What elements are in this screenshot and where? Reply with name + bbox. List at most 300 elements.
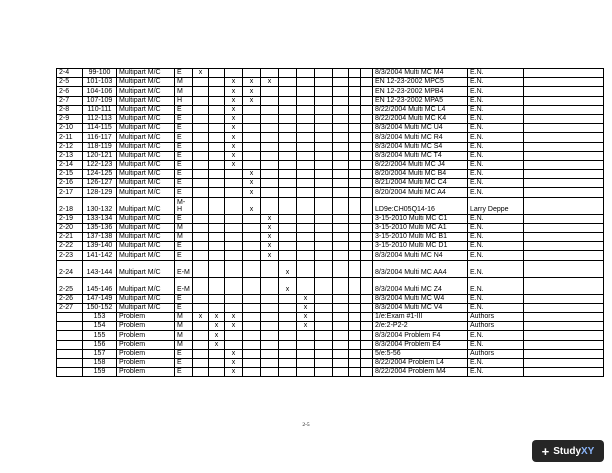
mark-cell xyxy=(279,331,297,340)
mark-cell: x xyxy=(261,251,279,260)
table-row xyxy=(57,223,604,232)
mark-cell: x xyxy=(225,87,243,96)
mark-cell xyxy=(315,303,333,312)
question-type-cell: Multipart M/C xyxy=(117,214,175,223)
mark-cell: x xyxy=(209,331,225,340)
mark-cell xyxy=(315,214,333,223)
source-cell: 3-15-2010 Multi MC B1 xyxy=(373,233,468,242)
mark-cell xyxy=(349,277,361,294)
blank-cell xyxy=(524,142,604,151)
question-type-cell: Problem xyxy=(117,349,175,358)
mark-cell xyxy=(297,260,315,277)
question-type-cell: Multipart M/C xyxy=(117,188,175,197)
mark-cell xyxy=(361,105,373,114)
source-cell: 8/20/2004 Multi MC A4 xyxy=(373,188,468,197)
mark-cell xyxy=(315,87,333,96)
question-type-cell: Multipart M/C xyxy=(117,242,175,251)
blank-cell xyxy=(524,294,604,303)
mark-cell xyxy=(315,151,333,160)
mark-cell xyxy=(279,223,297,232)
mark-cell xyxy=(297,69,315,78)
mark-cell xyxy=(279,251,297,260)
blank-cell xyxy=(524,87,604,96)
mark-cell xyxy=(261,96,279,105)
blank-cell xyxy=(524,358,604,367)
mark-cell xyxy=(261,260,279,277)
difficulty-cell: E xyxy=(175,151,193,160)
blank-cell xyxy=(524,368,604,377)
table-row xyxy=(57,124,604,133)
mark-cell xyxy=(209,223,225,232)
table-row xyxy=(57,358,604,367)
question-type-cell: Problem xyxy=(117,368,175,377)
mark-cell xyxy=(193,368,209,377)
mark-cell xyxy=(297,179,315,188)
mark-cell xyxy=(361,160,373,169)
mark-cell xyxy=(349,368,361,377)
author-cell: E.N. xyxy=(468,233,524,242)
mark-cell xyxy=(225,242,243,251)
question-id-cell xyxy=(57,312,83,321)
mark-cell xyxy=(209,242,225,251)
mark-cell xyxy=(333,151,349,160)
mark-cell xyxy=(225,251,243,260)
mark-cell xyxy=(333,322,349,331)
source-cell: 8/3/2004 Multi MC R4 xyxy=(373,133,468,142)
blank-cell xyxy=(524,133,604,142)
mark-cell xyxy=(209,87,225,96)
mark-cell xyxy=(243,322,261,331)
mark-cell xyxy=(297,358,315,367)
mark-cell: x xyxy=(225,96,243,105)
author-cell: E.N. xyxy=(468,124,524,133)
mark-cell: x xyxy=(261,242,279,251)
mark-cell xyxy=(193,160,209,169)
mark-cell xyxy=(279,114,297,123)
difficulty-cell: E-M xyxy=(175,277,193,294)
source-cell: 3-15-2010 Multi MC D1 xyxy=(373,242,468,251)
mark-cell xyxy=(297,331,315,340)
mark-cell xyxy=(361,358,373,367)
mark-cell: x xyxy=(297,312,315,321)
mark-cell xyxy=(315,294,333,303)
mark-cell xyxy=(279,303,297,312)
mark-cell xyxy=(225,188,243,197)
blank-cell xyxy=(524,197,604,214)
source-cell: 1/e:Exam #1-III xyxy=(373,312,468,321)
mark-cell xyxy=(209,151,225,160)
question-id-cell: 2-11 xyxy=(57,133,83,142)
mark-cell xyxy=(193,133,209,142)
mark-cell xyxy=(361,151,373,160)
mark-cell xyxy=(297,78,315,87)
mark-cell xyxy=(349,312,361,321)
mark-cell xyxy=(297,340,315,349)
page-range-cell: 122-123 xyxy=(83,160,117,169)
page-range-cell: 110-111 xyxy=(83,105,117,114)
page-range-cell: 101-103 xyxy=(83,78,117,87)
difficulty-cell: E xyxy=(175,142,193,151)
question-type-cell: Multipart M/C xyxy=(117,277,175,294)
difficulty-cell: E xyxy=(175,160,193,169)
mark-cell xyxy=(361,303,373,312)
mark-cell xyxy=(243,277,261,294)
mark-cell xyxy=(315,96,333,105)
blank-cell xyxy=(524,251,604,260)
source-cell: 3-15-2010 Multi MC A1 xyxy=(373,223,468,232)
page-range-cell: 159 xyxy=(83,368,117,377)
blank-cell xyxy=(524,322,604,331)
difficulty-cell: E xyxy=(175,114,193,123)
author-cell: E.N. xyxy=(468,368,524,377)
mark-cell xyxy=(333,277,349,294)
table-row xyxy=(57,214,604,223)
table-row xyxy=(57,142,604,151)
watermark-brand-suffix: XY xyxy=(581,445,595,457)
question-id-cell: 2-4 xyxy=(57,69,83,78)
author-cell: E.N. xyxy=(468,151,524,160)
mark-cell xyxy=(209,294,225,303)
mark-cell xyxy=(279,242,297,251)
mark-cell xyxy=(193,340,209,349)
author-cell: E.N. xyxy=(468,251,524,260)
mark-cell xyxy=(193,349,209,358)
mark-cell xyxy=(279,197,297,214)
blank-cell xyxy=(524,78,604,87)
question-type-cell: Multipart M/C xyxy=(117,87,175,96)
mark-cell xyxy=(279,368,297,377)
mark-cell xyxy=(243,160,261,169)
mark-cell xyxy=(243,114,261,123)
mark-cell xyxy=(333,340,349,349)
question-id-cell: 2-6 xyxy=(57,87,83,96)
mark-cell xyxy=(261,349,279,358)
blank-cell xyxy=(524,124,604,133)
mark-cell: x xyxy=(225,312,243,321)
mark-cell xyxy=(261,114,279,123)
question-id-cell: 2-10 xyxy=(57,124,83,133)
mark-cell xyxy=(243,340,261,349)
table-row xyxy=(57,251,604,260)
mark-cell xyxy=(209,303,225,312)
question-id-cell: 2-15 xyxy=(57,170,83,179)
page-range-cell: 120-121 xyxy=(83,151,117,160)
mark-cell xyxy=(193,233,209,242)
mark-cell xyxy=(315,260,333,277)
mark-cell xyxy=(361,188,373,197)
mark-cell xyxy=(349,322,361,331)
page-range-cell: 99-100 xyxy=(83,69,117,78)
table-row xyxy=(57,233,604,242)
mark-cell xyxy=(349,214,361,223)
mark-cell xyxy=(349,78,361,87)
author-cell: E.N. xyxy=(468,303,524,312)
mark-cell: x xyxy=(225,151,243,160)
mark-cell xyxy=(279,179,297,188)
mark-cell xyxy=(333,242,349,251)
mark-cell xyxy=(279,87,297,96)
mark-cell xyxy=(361,124,373,133)
author-cell: E.N. xyxy=(468,358,524,367)
mark-cell xyxy=(315,331,333,340)
mark-cell xyxy=(333,142,349,151)
mark-cell xyxy=(315,188,333,197)
question-type-cell: Multipart M/C xyxy=(117,151,175,160)
mark-cell xyxy=(261,358,279,367)
mark-cell xyxy=(315,197,333,214)
table-row xyxy=(57,170,604,179)
mark-cell xyxy=(261,160,279,169)
table-row xyxy=(57,349,604,358)
table-row xyxy=(57,96,604,105)
table-row xyxy=(57,87,604,96)
mark-cell xyxy=(279,214,297,223)
mark-cell xyxy=(349,303,361,312)
page-range-cell: 154 xyxy=(83,322,117,331)
page-range-cell: 135-136 xyxy=(83,223,117,232)
mark-cell xyxy=(315,233,333,242)
mark-cell xyxy=(279,340,297,349)
mark-cell xyxy=(297,133,315,142)
author-cell: E.N. xyxy=(468,142,524,151)
mark-cell xyxy=(209,133,225,142)
difficulty-cell: M xyxy=(175,233,193,242)
source-cell: 8/3/2004 Problem E4 xyxy=(373,340,468,349)
table-row xyxy=(57,277,604,294)
mark-cell xyxy=(297,188,315,197)
question-id-cell: 2-17 xyxy=(57,188,83,197)
mark-cell xyxy=(209,197,225,214)
blank-cell xyxy=(524,242,604,251)
mark-cell xyxy=(279,322,297,331)
mark-cell xyxy=(279,188,297,197)
mark-cell xyxy=(315,179,333,188)
author-cell: E.N. xyxy=(468,78,524,87)
mark-cell xyxy=(261,197,279,214)
mark-cell xyxy=(333,69,349,78)
mark-cell: x xyxy=(225,114,243,123)
mark-cell xyxy=(279,160,297,169)
mark-cell xyxy=(361,233,373,242)
mark-cell: x xyxy=(225,349,243,358)
source-cell: 8/3/2004 Multi MC M4 xyxy=(373,69,468,78)
author-cell: Larry Deppe xyxy=(468,197,524,214)
mark-cell xyxy=(209,277,225,294)
mark-cell xyxy=(209,105,225,114)
mark-cell: x xyxy=(209,312,225,321)
source-cell: 8/20/2004 Multi MC B4 xyxy=(373,170,468,179)
page-range-cell: 104-106 xyxy=(83,87,117,96)
mark-cell xyxy=(297,96,315,105)
page-number: 2-5 xyxy=(302,422,310,428)
mark-cell xyxy=(243,312,261,321)
mark-cell xyxy=(193,96,209,105)
mark-cell xyxy=(243,349,261,358)
mark-cell xyxy=(297,223,315,232)
question-type-cell: Multipart M/C xyxy=(117,197,175,214)
mark-cell xyxy=(361,340,373,349)
mark-cell xyxy=(349,160,361,169)
mark-cell xyxy=(333,303,349,312)
mark-cell xyxy=(225,69,243,78)
mark-cell xyxy=(361,312,373,321)
mark-cell xyxy=(279,78,297,87)
mark-cell: x xyxy=(297,294,315,303)
mark-cell xyxy=(209,160,225,169)
table-row xyxy=(57,331,604,340)
question-id-cell: 2-21 xyxy=(57,233,83,242)
author-cell: Authors xyxy=(468,312,524,321)
watermark-brand: Study xyxy=(553,445,582,457)
mark-cell xyxy=(315,133,333,142)
source-cell: 3-15-2010 Multi MC C1 xyxy=(373,214,468,223)
blank-cell xyxy=(524,170,604,179)
mark-cell xyxy=(315,170,333,179)
difficulty-cell: M-H xyxy=(175,197,193,214)
source-cell: LD9e:CH05Q14-16 xyxy=(373,197,468,214)
table-row xyxy=(57,151,604,160)
question-table xyxy=(56,68,604,377)
mark-cell xyxy=(243,214,261,223)
page-range-cell: 137-138 xyxy=(83,233,117,242)
page-range-cell: 155 xyxy=(83,331,117,340)
mark-cell xyxy=(193,331,209,340)
difficulty-cell: E xyxy=(175,170,193,179)
difficulty-cell: E xyxy=(175,133,193,142)
mark-cell xyxy=(279,233,297,242)
mark-cell xyxy=(349,142,361,151)
question-type-cell: Multipart M/C xyxy=(117,294,175,303)
mark-cell xyxy=(297,233,315,242)
mark-cell xyxy=(349,87,361,96)
question-id-cell xyxy=(57,340,83,349)
question-id-cell: 2-14 xyxy=(57,160,83,169)
mark-cell xyxy=(361,242,373,251)
source-cell: 8/3/2004 Multi MC U4 xyxy=(373,124,468,133)
mark-cell xyxy=(225,331,243,340)
mark-cell xyxy=(349,260,361,277)
mark-cell xyxy=(333,87,349,96)
difficulty-cell: E xyxy=(175,188,193,197)
table-row xyxy=(57,242,604,251)
page-range-cell: 147-149 xyxy=(83,294,117,303)
difficulty-cell: E xyxy=(175,124,193,133)
mark-cell xyxy=(243,142,261,151)
mark-cell xyxy=(193,151,209,160)
mark-cell: x xyxy=(225,368,243,377)
blank-cell xyxy=(524,303,604,312)
mark-cell: x xyxy=(243,188,261,197)
mark-cell xyxy=(315,251,333,260)
mark-cell xyxy=(261,277,279,294)
mark-cell xyxy=(297,214,315,223)
mark-cell xyxy=(349,170,361,179)
page-range-cell: 118-119 xyxy=(83,142,117,151)
mark-cell xyxy=(315,242,333,251)
mark-cell xyxy=(225,340,243,349)
mark-cell xyxy=(361,223,373,232)
mark-cell xyxy=(315,160,333,169)
mark-cell: x xyxy=(209,322,225,331)
mark-cell xyxy=(243,105,261,114)
difficulty-cell: E xyxy=(175,69,193,78)
mark-cell xyxy=(193,142,209,151)
difficulty-cell: E xyxy=(175,368,193,377)
question-id-cell: 2-18 xyxy=(57,197,83,214)
blank-cell xyxy=(524,96,604,105)
question-type-cell: Multipart M/C xyxy=(117,69,175,78)
mark-cell xyxy=(209,233,225,242)
mark-cell xyxy=(297,105,315,114)
difficulty-cell: E-M xyxy=(175,260,193,277)
mark-cell xyxy=(361,142,373,151)
mark-cell xyxy=(193,105,209,114)
mark-cell: x xyxy=(193,69,209,78)
mark-cell xyxy=(361,170,373,179)
mark-cell xyxy=(361,96,373,105)
mark-cell xyxy=(279,69,297,78)
author-cell: E.N. xyxy=(468,114,524,123)
mark-cell xyxy=(261,179,279,188)
mark-cell xyxy=(333,349,349,358)
mark-cell xyxy=(297,160,315,169)
question-type-cell: Problem xyxy=(117,312,175,321)
difficulty-cell: M xyxy=(175,87,193,96)
mark-cell xyxy=(297,251,315,260)
page-range-cell: 126-127 xyxy=(83,179,117,188)
mark-cell xyxy=(349,294,361,303)
mark-cell: x xyxy=(243,170,261,179)
mark-cell xyxy=(297,349,315,358)
difficulty-cell: M xyxy=(175,223,193,232)
mark-cell: x xyxy=(193,312,209,321)
question-id-cell: 2-19 xyxy=(57,214,83,223)
table-row xyxy=(57,294,604,303)
mark-cell xyxy=(225,197,243,214)
question-type-cell: Multipart M/C xyxy=(117,179,175,188)
mark-cell xyxy=(361,69,373,78)
mark-cell xyxy=(349,124,361,133)
mark-cell xyxy=(261,331,279,340)
mark-cell xyxy=(349,197,361,214)
table-row xyxy=(57,114,604,123)
question-id-cell: 2-7 xyxy=(57,96,83,105)
mark-cell xyxy=(225,223,243,232)
mark-cell xyxy=(297,124,315,133)
mark-cell xyxy=(193,303,209,312)
mark-cell xyxy=(209,69,225,78)
mark-cell xyxy=(349,133,361,142)
table-row xyxy=(57,340,604,349)
author-cell: E.N. xyxy=(468,170,524,179)
page-range-cell: 133-134 xyxy=(83,214,117,223)
mark-cell xyxy=(315,114,333,123)
mark-cell xyxy=(225,277,243,294)
question-id-cell: 2-27 xyxy=(57,303,83,312)
difficulty-cell: E xyxy=(175,294,193,303)
question-type-cell: Multipart M/C xyxy=(117,160,175,169)
mark-cell xyxy=(315,277,333,294)
mark-cell xyxy=(315,69,333,78)
question-id-cell: 2-12 xyxy=(57,142,83,151)
mark-cell xyxy=(209,260,225,277)
mark-cell xyxy=(209,124,225,133)
blank-cell xyxy=(524,277,604,294)
mark-cell xyxy=(333,170,349,179)
mark-cell xyxy=(297,114,315,123)
page-range-cell: 139-140 xyxy=(83,242,117,251)
author-cell: E.N. xyxy=(468,133,524,142)
